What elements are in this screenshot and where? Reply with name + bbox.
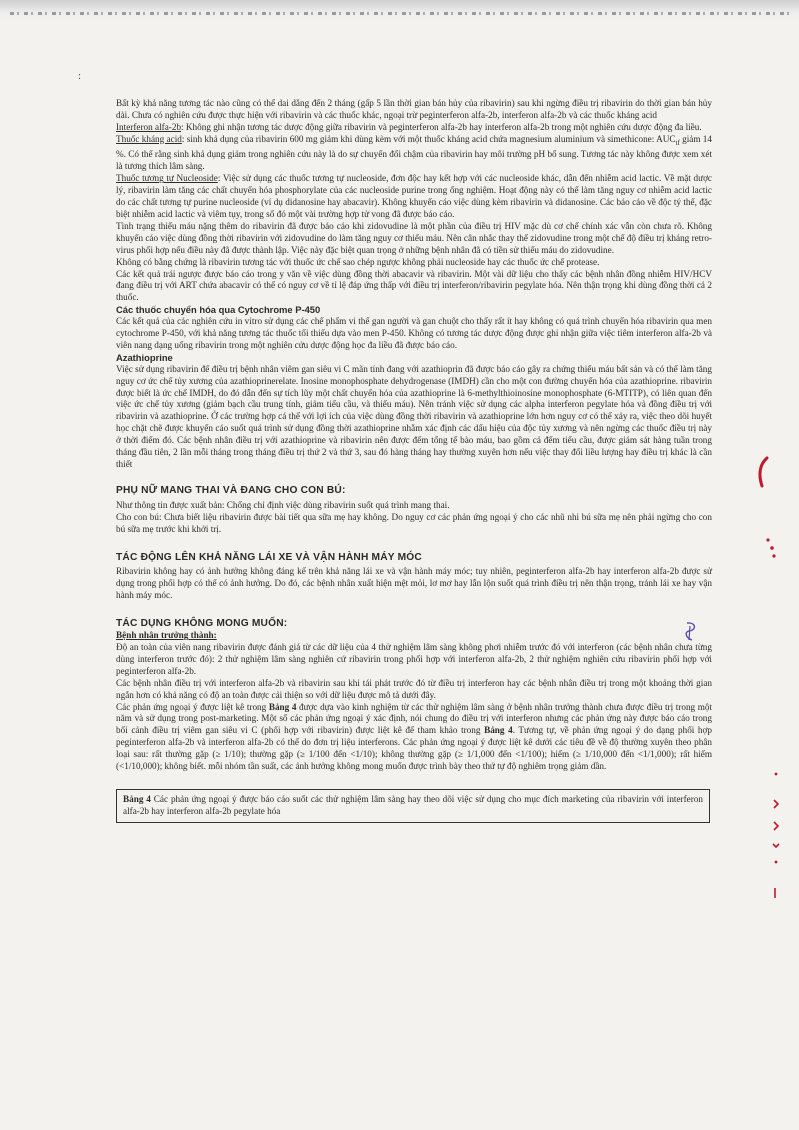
red-dot-marks (764, 536, 778, 562)
pregnancy-paragraph-2: Cho con bú: Chưa biết liệu ribavirin được bài tiết qua sữa mẹ hay không. Do nguy cơ các phản ứng ngoại ý cho các nhũ nhi bú sữa mẹ nên phải ngừng cho con bú sữa mẹ trước khi khởi trị. (116, 511, 712, 534)
azathioprine-heading: Azathioprine (116, 351, 173, 363)
anemia-paragraph: Tình trạng thiếu máu nặng thêm do ribavirin đã được báo cáo khi zidovudine là một phần của điều trị HIV mặc dù cơ chế chính xác vẫn còn chưa rõ. Không khuyến cáo việc dùng đồng thời ribavirin với zidovudine do làm tăng nguy cơ thiếu máu. Nên cân nhắc thay thế zidovudine trong một chế độ điều trị kháng retro-virus phối hợp nếu điều này đã được thành lập. Việc này đặc biệt quan trọng ở những bệnh nhân đã có tiền sử thiếu máu do zidovudine. (116, 220, 712, 255)
adverse-subheading: Bệnh nhân trưởng thành: (116, 630, 217, 641)
adverse-p3-b: được dựa vào kinh nghiệm từ các thử nghiệm lâm sàng ở bệnh nhân trưởng thành chưa được điều trị trong một năm và sử dụng trong post-marketing. Một số các phản ứng ngoại ý xác định, nói chung do điều trị với interferon nhưng các phản ứng này được báo cáo trong bối cảnh điều trị viêm gan siêu vi C (phối hợp với ribavirin) được liệt kê để tham khảo trong (116, 701, 712, 736)
adverse-paragraph-2: Các bệnh nhân điều trị với interferon alfa-2b và ribavirin sau khi tái phát trước đó từ điều trị interferon hay các bệnh nhân điều trị trong một khoảng thời gian ngắn hơn có khả năng có độ an toàn được cải thiện so với dữ liệu được mô tả dưới đây. (116, 677, 712, 700)
top-mark: : (78, 70, 82, 82)
nucleoside-label: Thuốc tương tự Nucleoside (116, 173, 218, 184)
antacid-text2: giảm 14 %. Có thể rằng sinh khả dụng giảm trong nghiên cứu này là do sự chuyển đổi chậm của ribavirin hay môi trường pH bổ sung. Tương tác này không được xem xét là tương thích lâm sàng. (116, 133, 712, 172)
interferon-text: : Không ghi nhận tương tác dược động giữa ribavirin và peginterferon alfa-2b hay interferon alfa-2b trong một nghiên cứu dược động đa liều. (181, 121, 702, 132)
adverse-p3-table-ref-1: Bảng 4 (268, 701, 297, 712)
protease-paragraph: Không có bằng chứng là ribavirin tương tác với thuốc ức chế sao chép ngược không phải nucleoside hay các thuốc ức chế protease. (116, 256, 600, 267)
adverse-p3-c: . Tương tự, về phản ứng ngoại ý do dạng phối hợp peginterferon alfa-2b và interferon alfa-2b có thể do đơn trị liệu interferons. Các phản ứng ngoại ý được liệt kê dưới các tiêu đề về độ thường xuyên theo phân loại sau: rất thường gặp (≥ 1/10); thường gặp (≥ 1/100 đến <1/10); không thường gặp (≥ 1/1,000 đến <1/100); hiếm (≥ 1/10,000 đến <1/1,000); rất hiếm (<1/10,000); không biết. mỗi nhóm tần suất, các ảnh hưởng không mong muốn được trình bày theo thứ tự độ nghiêm trọng giảm dần. (116, 725, 712, 772)
antacid-sub: tf (675, 138, 680, 147)
antacid-text: : sinh khả dụng của ribavirin 600 mg giảm khi dùng kèm với một thuốc kháng acid chứa magnesium aluminium và simethicone: AUC (181, 133, 676, 144)
red-edge-marks (770, 770, 784, 910)
table-caption-label: Bảng 4 (123, 793, 151, 804)
nucleoside-paragraph (116, 173, 712, 221)
antacid-label: Thuốc kháng acid (116, 133, 182, 144)
azathioprine-paragraph: Việc sử dụng ribavirin để điều trị bệnh nhân viêm gan siêu vi C mãn tính đang với azathioprin đã được báo cáo gây ra chứng thiếu máu bất sản và có thể làm tăng nguy cơ ức chế tủy xương của azathioprinerelate. Inosine monophosphate dehydrogenase (IMDH) cần cho một con đường chuyển hóa của azathioprine. ribavirin được biết là ức chế IMDH, do đó dẫn đến sự tích lũy một chất chuyển hóa của azathioprine là 6-methylthioinosine monophosphate (6-MTITP), có liên quan đến việc ức chế tủy xương (giảm bạch cầu trung tính, giảm tiểu cầu, và thiếu máu). Nên tránh việc sử dụng các alpha interferon pegylate hóa và đồng điều trị với ribavirin và azathioprine. Ở các trường hợp cá thể với lợi ích của việc dùng đồng thời ribavirin và azathioprine lớn hơn nguy cơ có thể xảy ra, việc theo dõi huyết học chặt chẽ được khuyến cáo suốt quá trình sử dụng đồng thời azathioprine nhằm xác định các dấu hiệu của độc tủy xương và nên ngừng các thuốc điều trị này ở thời điểm đó. Các bệnh nhân điều trị với azathioprine và ribavirin nên được đếm tổng tế bào máu, bao gồm cả đếm tiểu cầu, được giám sát hàng tuần trong tháng đầu tiên, 2 lần mỗi tháng trong tháng điều trị thứ 2 và thứ 3, sau đó hàng tháng hay thường xuyên hơn nếu việc thay đổi liều lượng hay điều trị khác là cần thiết (116, 363, 712, 470)
pregnancy-paragraph-1: Như thông tin được xuất bản: Chống chỉ định việc dùng ribavirin suốt quá trình mang thai. (116, 499, 450, 510)
signature-mark (680, 620, 702, 642)
table-caption-box (116, 789, 710, 823)
nucleoside-text: : Việc sử dụng các thuốc tương tự nucleoside, đơn độc hay kết hợp với các nucleoside khác, dẫn đến nhiễm acid lactic. Về mặt dược lý, ribavirin làm tăng các chất chuyển hóa phosphorylate của các nucleoside purine trong ống nghiệm. Hoạt động này có thể làm tăng nguy cơ nhiễm acid lactic do các chất tương tự purine nucleoside (ví dụ didanosine hay abacavir). Không khuyến cáo việc dùng kèm ribavirin và didanosine. Các báo cáo về độc tý thể, đặc biệt nhiễm acid lactic và viêm tụy, trong số đó một vài trường hợp tử vong đã được báo cáo. (116, 173, 712, 219)
pregnancy-heading: PHỤ NỮ MANG THAI VÀ ĐANG CHO CON BÚ: (116, 484, 346, 496)
interferon-label: Interferon alfa-2b (116, 121, 182, 132)
table-caption-text: Các phản ứng ngoại ý được báo cáo suốt các thử nghiệm lâm sàng hay theo dõi việc sử dụng cho mục đích marketing của ribavirin với interferon alfa-2b hay interferon alfa-2b pegylate hóa (123, 793, 703, 816)
cyp-heading: Các thuốc chuyển hóa qua Cytochrome P-450 (116, 304, 321, 316)
cyp-paragraph: Các kết quả của các nghiên cứu in vitro sử dụng các chế phẩm vi thể gan người và gan chuột cho thấy rất ít hay không có quá trình chuyển hóa ribavirin qua men cytochrome P-450, với khả năng tương tác thuốc tối thiểu dựa vào men P-450. Không có tương tác dược động được ghi nhận giữa việc tiêm interferon alfa-2b và viên nang dạng uống ribavirin trong một nghiên cứu dược động học đa liều đã được báo cáo. (116, 316, 712, 350)
red-pen-mark (756, 456, 772, 490)
adverse-paragraph-1: Độ an toàn của viên nang ribavirin được đánh giá từ các dữ liệu của 4 thử nghiệm lâm sàng không phơi nhiễm trước đó với interferon (các bệnh nhân chưa từng dùng interferon trước đó): 2 thử nghiệm lâm sàng nghiên cứ ribavirin trong phối hợp với interferon alfa-2b, 2 thử nghiệm nghiên cứu ribavirin phối hợp với peginterferon alfa-2b. (116, 641, 712, 676)
antacid-paragraph (116, 134, 712, 174)
abacavir-paragraph: Các kết quả trái ngược được báo cáo trong y văn về việc dùng đồng thời abacavir và ribavirin. Một vài dữ liệu cho thấy các bệnh nhân đồng nhiễm HIV/HCV đang điều trị với ART chứa abacavir có thể có nguy cơ về tỉ lệ đáp ứng thấp với điều trị interferon/ribavirin pegylate hóa. Nên thận trọng khi dùng đồng thời cả 2 thuốc. (116, 268, 712, 303)
adverse-heading: TÁC DỤNG KHÔNG MONG MUỐN: (116, 618, 288, 630)
interferon-paragraph (116, 122, 712, 134)
adverse-p3-table-ref-2: Bảng 4 (484, 725, 513, 736)
driving-heading: TÁC ĐỘNG LÊN KHẢ NĂNG LÁI XE VÀ VẬN HÀNH MÁY MÓC (116, 551, 422, 563)
adverse-paragraph-3 (116, 702, 712, 773)
adverse-p3-a: Các phản ứng ngoại ý được liệt kê trong (116, 701, 269, 712)
scan-noise-line (10, 12, 789, 15)
document-body (116, 98, 712, 823)
scan-top-edge (0, 0, 799, 22)
driving-paragraph: Ribavirin không hay có ảnh hưởng không đáng kể trên khả năng lái xe và vận hành máy móc; tuy nhiên, peginterferon alfa-2b hay interferon alfa-2b được sử dụng trong phối hợp có thể có ảnh hưởng. Do đó, các bệnh nhân xuất hiện mệt mỏi, lơ mơ hay lẫn lộn suốt quá trình điều trị nên thận trọng, tránh lái xe hay vận hành máy móc. (116, 566, 712, 601)
interaction-halflife-paragraph: Bất kỳ khả năng tương tác nào cũng có thể dai dẳng đến 2 tháng (gấp 5 lần thời gian bán hủy của ribavirin) sau khi ngừng điều trị ribavirin do thời gian bán hủy dài. Chưa có nghiên cứu được thực hiện với ribavirin và các thuốc khác, ngoại trừ peginterferon alfa-2b, interferon alfa-2b và các thuốc kháng acid (116, 98, 712, 120)
